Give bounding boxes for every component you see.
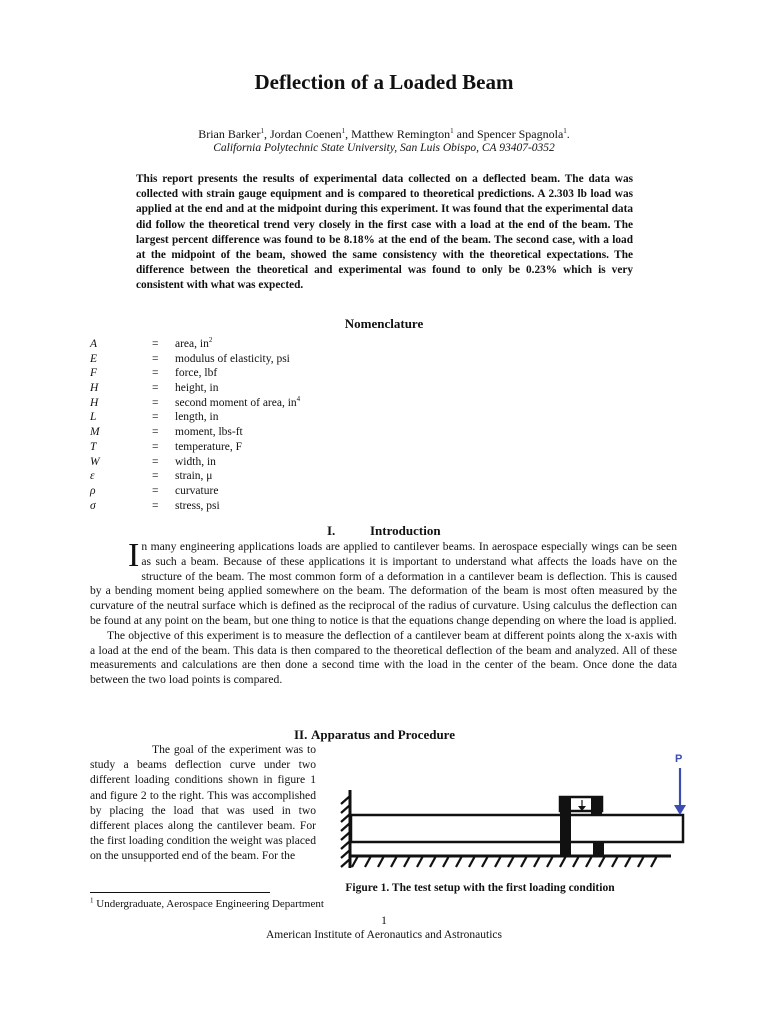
ground-hatch-line — [365, 856, 371, 867]
section-number: II. — [294, 727, 308, 742]
nomenclature-definition-text: modulus of elasticity, psi — [175, 352, 290, 365]
author-name: Spencer Spagnola — [476, 127, 564, 141]
nomenclature-definition-text: width, in — [175, 455, 216, 468]
nomenclature-definition — [175, 440, 242, 455]
nomenclature-definition — [175, 337, 212, 352]
intro-paragraph-2: The objective of this experiment is to measure the deflection of a cantilever beam at different points along the x-axis with a load at the end of the beam. This data is then compared to the theoretical deflection of the beam and analyzed. All of these measurements and calculations are then done a second time with the load in the center of the beam. Once done the data between the two load points is compared. — [90, 628, 677, 687]
nomenclature-symbol: T — [90, 440, 97, 453]
nomenclature-row — [90, 455, 490, 470]
ground-hatch-line — [430, 856, 436, 867]
nomenclature-definition-text: height, in — [175, 382, 219, 395]
nomenclature-symbol: F — [90, 367, 98, 380]
figure-1-diagram — [336, 748, 683, 878]
author-separator: . — [566, 127, 570, 141]
nomenclature-definition-text: second moment of area, in — [175, 396, 297, 409]
nomenclature-list — [90, 337, 490, 513]
nomenclature-heading: Nomenclature — [344, 316, 424, 331]
nomenclature-definition — [175, 469, 212, 484]
author-affiliation-mark: 1 — [260, 127, 264, 135]
nomenclature-row — [90, 381, 490, 396]
nomenclature-equals: = — [152, 382, 159, 395]
ground-hatch-line — [560, 856, 566, 867]
load-label: P — [675, 753, 683, 765]
nomenclature-unit-exponent: 4 — [296, 394, 301, 403]
nomenclature-symbol: A — [90, 338, 98, 350]
nomenclature-unit-exponent: 2 — [208, 336, 213, 345]
nomenclature-definition-text: force, lbf — [175, 367, 218, 380]
ground-hatch-line — [469, 856, 475, 867]
apparatus-body — [90, 742, 316, 864]
nomenclature-symbol: ρ — [90, 484, 96, 497]
section-title: Introduction — [370, 523, 441, 538]
nomenclature-definition-text: area, in — [175, 338, 209, 350]
nomenclature-equals: = — [152, 499, 159, 512]
figure-caption: Figure 1. The test setup with the first loading condition — [345, 882, 615, 894]
nomenclature-symbol: ε — [90, 470, 95, 483]
apparatus-paragraph-1: The goal of the experiment was to study a beams deflection curve under two different loading conditions shown in figure 1 and figure 2 to the right. This was accomplished by placing the load that was used in two different places along the cantilever beam. For the first loading condition the weight was placed on the unsupported end of the beam. For the — [90, 743, 316, 863]
nomenclature-definition — [175, 499, 220, 514]
abstract: This report presents the results of experimental data collected on a deflected beam. The data was collected with strain gauge equipment and is compared to theoretical predictions. A 2.303 lb load was applied at the end and at the midpoint during this experiment. It was found that the experimental data did follow the theoretical trend very closely in the first case with a load at the end of the beam. The largest percent difference was found to be 8.18% at the end of the beam. The second case, with a load at the midpoint of the beam, showed the same consistency with the theoretical expectations. The difference between the theoretical and experimental was found to only be 0.23% which is very consistent with what was expected. — [136, 173, 633, 292]
ground-hatch-line — [495, 856, 501, 867]
footnote-text: Undergraduate, Aerospace Engineering Department — [93, 898, 324, 910]
author-affiliation-mark: 1 — [341, 127, 346, 135]
author-name: Jordan Coenen — [270, 127, 342, 141]
nomenclature-definition-text: length, in — [175, 411, 219, 424]
nomenclature-symbol: H — [90, 396, 99, 409]
ground-hatch-line — [521, 856, 527, 867]
nomenclature-row — [90, 499, 490, 514]
nomenclature-equals: = — [152, 367, 159, 380]
nomenclature-row — [90, 425, 490, 440]
nomenclature-row — [90, 396, 490, 411]
stand-post — [560, 797, 571, 857]
nomenclature-equals: = — [152, 352, 159, 365]
nomenclature-symbol: L — [90, 411, 97, 424]
author-name: Brian Barker — [198, 127, 261, 141]
nomenclature-row — [90, 469, 490, 484]
ground-hatch-line — [352, 856, 358, 867]
nomenclature-row — [90, 352, 490, 367]
nomenclature-definition-text: temperature, F — [175, 440, 243, 453]
nomenclature-row — [90, 337, 490, 352]
nomenclature-definition-text: stress, psi — [175, 499, 220, 512]
nomenclature-symbol: H — [90, 382, 99, 395]
nomenclature-row — [90, 440, 490, 455]
section-number: I. — [327, 523, 336, 538]
nomenclature-definition — [175, 381, 218, 396]
ground-hatch-line — [508, 856, 514, 867]
nomenclature-equals: = — [152, 338, 159, 350]
section-heading-introduction — [327, 523, 441, 539]
page-footer: American Institute of Aeronautics and Astronautics — [265, 929, 502, 941]
ground-hatch-line — [612, 856, 618, 867]
author-affiliation-mark: 1 — [450, 127, 454, 135]
stand-clamp-upper — [591, 797, 602, 815]
ground-hatch-line — [586, 856, 592, 867]
author-separator: , — [345, 127, 352, 141]
stand-clamp-lower — [593, 842, 604, 856]
ground-hatch-line — [378, 856, 384, 867]
nomenclature-symbol: W — [90, 455, 100, 468]
nomenclature-equals: = — [152, 470, 159, 483]
nomenclature-equals: = — [152, 426, 159, 439]
affiliation: California Polytechnic State University, San Luis Obispo, CA 93407-0352 — [213, 142, 555, 154]
page-number: 1 — [381, 915, 387, 927]
author-separator: , — [264, 127, 270, 141]
nomenclature-row — [90, 410, 490, 425]
cantilever-beam — [351, 815, 683, 842]
nomenclature-equals: = — [152, 455, 159, 468]
nomenclature-definition — [175, 410, 218, 425]
section-heading-apparatus — [294, 727, 455, 743]
nomenclature-equals: = — [152, 396, 159, 409]
nomenclature-row — [90, 366, 490, 381]
nomenclature-equals: = — [152, 440, 159, 453]
ground-hatch-line — [625, 856, 631, 867]
nomenclature-definition — [175, 396, 300, 411]
introduction-body — [90, 537, 677, 688]
drop-cap: I — [128, 537, 140, 574]
nomenclature-definition — [175, 484, 218, 499]
nomenclature-symbol: M — [90, 426, 100, 439]
ground-hatch-line — [443, 856, 449, 867]
nomenclature-row — [90, 484, 490, 499]
footnote-mark: 1 — [90, 896, 94, 905]
load-arrow-icon — [674, 805, 686, 815]
nomenclature-definition — [175, 455, 216, 470]
nomenclature-equals: = — [152, 411, 159, 424]
intro-paragraph-1-text: n many engineering applications loads are applied to cantilever beams. In aerospace especially wings can be seen as such a beam. Because of these applications it is important to understand what affects the loads have on the structure of the beam. The most common form of a deformation in a cantilever beam is deflection. This is caused by a bending moment being applied somewhere on the beam. The deformation of the beam is most often measured by the curvature of the neutral surface which is defined as the reciprocal of the radius of curvature. Using calculus the deflection can be found at any point on the beam, but one thing to notice is that the equations change depending on where the load is applied. — [90, 540, 677, 627]
section-title: Apparatus and Procedure — [311, 727, 455, 742]
nomenclature-equals: = — [152, 484, 159, 497]
ground-hatch-line — [638, 856, 644, 867]
author-separator: and — [453, 127, 477, 141]
ground-hatching — [352, 856, 657, 867]
author-name: Matthew Remington — [351, 127, 451, 141]
nomenclature-definition-text: moment, lbs-ft — [175, 426, 243, 439]
author-affiliation-mark: 1 — [563, 127, 567, 135]
ground-hatch-line — [651, 856, 657, 867]
ground-hatch-line — [534, 856, 540, 867]
nomenclature-definition-text: curvature — [175, 484, 219, 497]
paper-title: Deflection of a Loaded Beam — [254, 70, 514, 94]
ground-hatch-line — [573, 856, 579, 867]
ground-hatch-line — [417, 856, 423, 867]
footnote — [90, 898, 358, 910]
footnote-rule — [90, 892, 270, 893]
nomenclature-definition — [175, 425, 243, 440]
author-list — [0, 127, 768, 142]
ground-hatch-line — [547, 856, 553, 867]
nomenclature-symbol: E — [90, 352, 98, 365]
nomenclature-definition-text: strain, μ — [175, 470, 213, 483]
nomenclature-definition — [175, 366, 217, 381]
ground-hatch-line — [482, 856, 488, 867]
intro-paragraph-1 — [90, 537, 677, 629]
nomenclature-symbol: σ — [90, 499, 96, 512]
ground-hatch-line — [404, 856, 410, 867]
nomenclature-definition — [175, 352, 290, 367]
ground-hatch-line — [391, 856, 397, 867]
ground-hatch-line — [456, 856, 462, 867]
ground-hatch-line — [599, 856, 605, 867]
